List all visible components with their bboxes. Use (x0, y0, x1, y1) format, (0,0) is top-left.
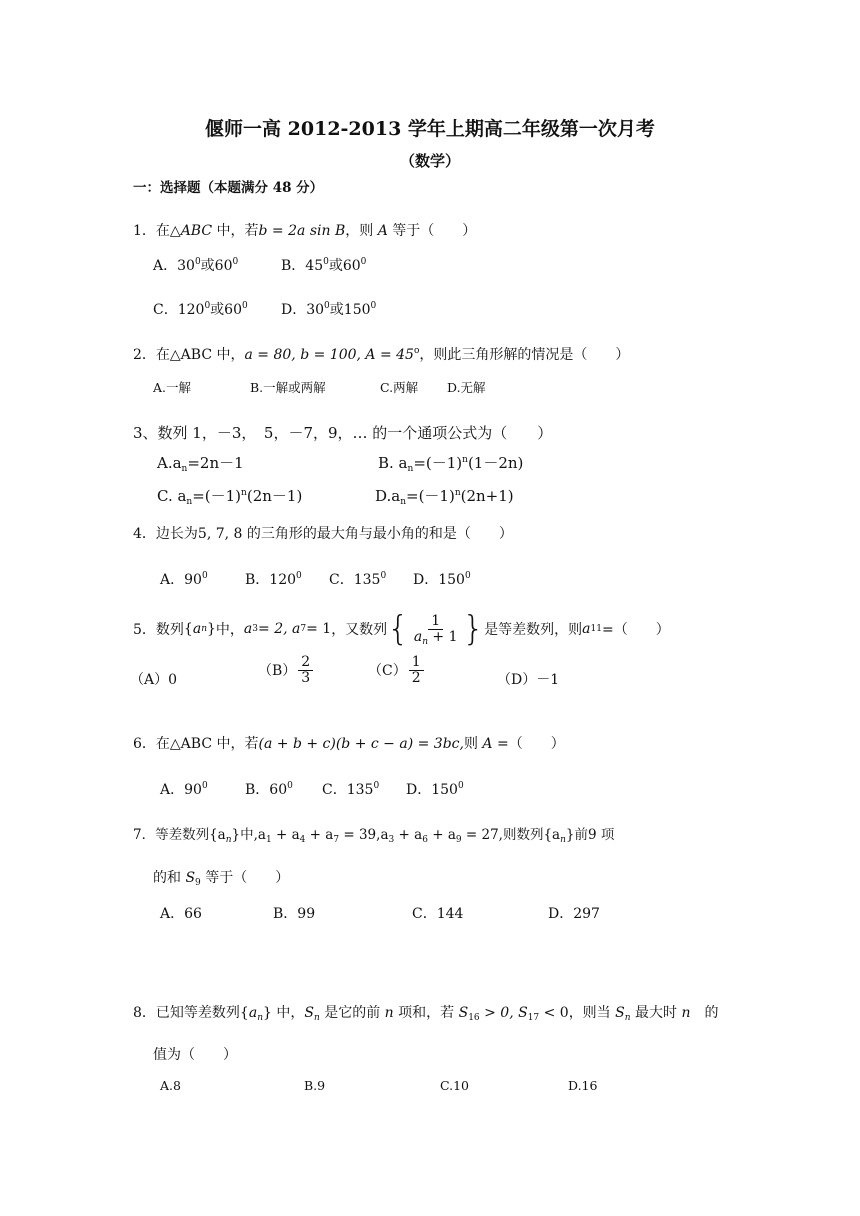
question-8-option-b: B.9 (304, 1078, 326, 1093)
page-subtitle: （数学） (399, 152, 460, 170)
question-3-option-b: B. $a_n=(-1)^n(1-2n)$ (378, 454, 524, 474)
question-1: 1．在△ABC 中，若b = 2a sin B，则 A 等于（ ） (133, 223, 477, 239)
question-2: 2．在△ABC 中，a = 80, b = 100, $A = 45^o$，则此三角形解的情况是（ ） (133, 346, 630, 363)
section-heading: 一：选择题（本题满分 48 分） (133, 180, 324, 196)
question-2-option-a: A.一解 (153, 380, 192, 395)
question-6-option-a: A．$90^0$ (160, 781, 208, 798)
right-brace-icon: } (462, 609, 485, 649)
left-brace-icon: { (387, 609, 409, 649)
question-7-option-a: A．66 (160, 906, 202, 922)
question-8-continuation: 值为（ ） (153, 1047, 237, 1063)
question-7-option-c: C．144 (412, 906, 464, 922)
question-3-option-a: $A.a_n=2n-1$ (157, 454, 244, 474)
question-2-option-d: D.无解 (447, 380, 486, 395)
question-8-option-a: A.8 (160, 1078, 181, 1093)
question-1-option-b: B．$45^0$或$60^0$ (281, 257, 367, 274)
question-5-option-b: （B） $\frac{2}{3}$ (258, 655, 315, 685)
question-8-option-c: C.10 (440, 1078, 469, 1093)
question-8-option-d: D.16 (568, 1078, 598, 1093)
question-5-option-d: （D）－1 (497, 672, 560, 688)
question-3-option-c: C. $a_n=(-1)^n(2n-1)$ (157, 487, 303, 507)
question-1-option-a: A．$30^0$或$60^0$ (153, 257, 239, 274)
fraction: $\frac{1}{a_n + 1}$ (413, 612, 458, 647)
question-4-option-d: D．$150^0$ (413, 571, 471, 588)
question-7-option-d: D．297 (548, 906, 600, 922)
question-4-option-b: B．$120^0$ (245, 571, 302, 588)
question-5: 5．数列 { a n } 中， a 3 = 2, a 7 = 1 ，又数列 { $\frac{1}{a_n + 1}$ } 是等差数列，则 a 11 =（ ） (133, 609, 670, 649)
question-7: 7．等差数列$\{a_n\}$中$,a_1 + a_4 + a_7 = 39,a_3 + a_6 + a_9 = 27$,则数列$\{a_n\}$前9 项 (133, 827, 615, 845)
question-5-option-c: （C） $\frac{1}{2}$ (368, 655, 426, 685)
page-title: 偃师一高 2012-2013 学年上期高二年级第一次月考 (205, 118, 655, 140)
question-7-option-b: B．99 (273, 906, 316, 922)
question-5-option-a: （A）0 (130, 672, 178, 688)
question-4: 4．边长为5, 7, 8 的三角形的最大角与最小角的和是（ ） (133, 526, 513, 542)
question-2-option-c: C.两解 (380, 380, 419, 395)
question-7-continuation: 的和 $S_9$ 等于（ ） (153, 870, 290, 888)
question-1-option-d: D．$30^0$或$150^0$ (281, 301, 377, 318)
question-8: 8．已知等差数列$\{a_n\}$ 中，$S_n$ 是它的前 n 项和，若 $S_{16} > 0$, $S_{17} < 0$，则当 $S_n$ 最大时 n 的 (133, 1005, 719, 1023)
question-6-option-d: D．$150^0$ (406, 781, 464, 798)
question-6: 6．在△ABC 中，若(a + b + c)(b + c − a) = 3bc,则 A =（ ） (133, 736, 565, 752)
question-3-option-d: $D.a_n=(-1)^n(2n+1)$ (375, 487, 514, 507)
question-4-option-a: A．$90^0$ (160, 571, 208, 588)
question-1-option-c: C．$120^0$或$60^0$ (153, 301, 248, 318)
question-6-option-c: C．$135^0$ (322, 781, 380, 798)
question-4-option-c: C．$135^0$ (329, 571, 387, 588)
question-2-option-b: B.一解或两解 (250, 380, 326, 395)
question-3: 3、数列 1，－3， 5，－7，9，… 的一个通项公式为（ ） (133, 424, 553, 442)
question-6-option-b: B．$60^0$ (245, 781, 293, 798)
